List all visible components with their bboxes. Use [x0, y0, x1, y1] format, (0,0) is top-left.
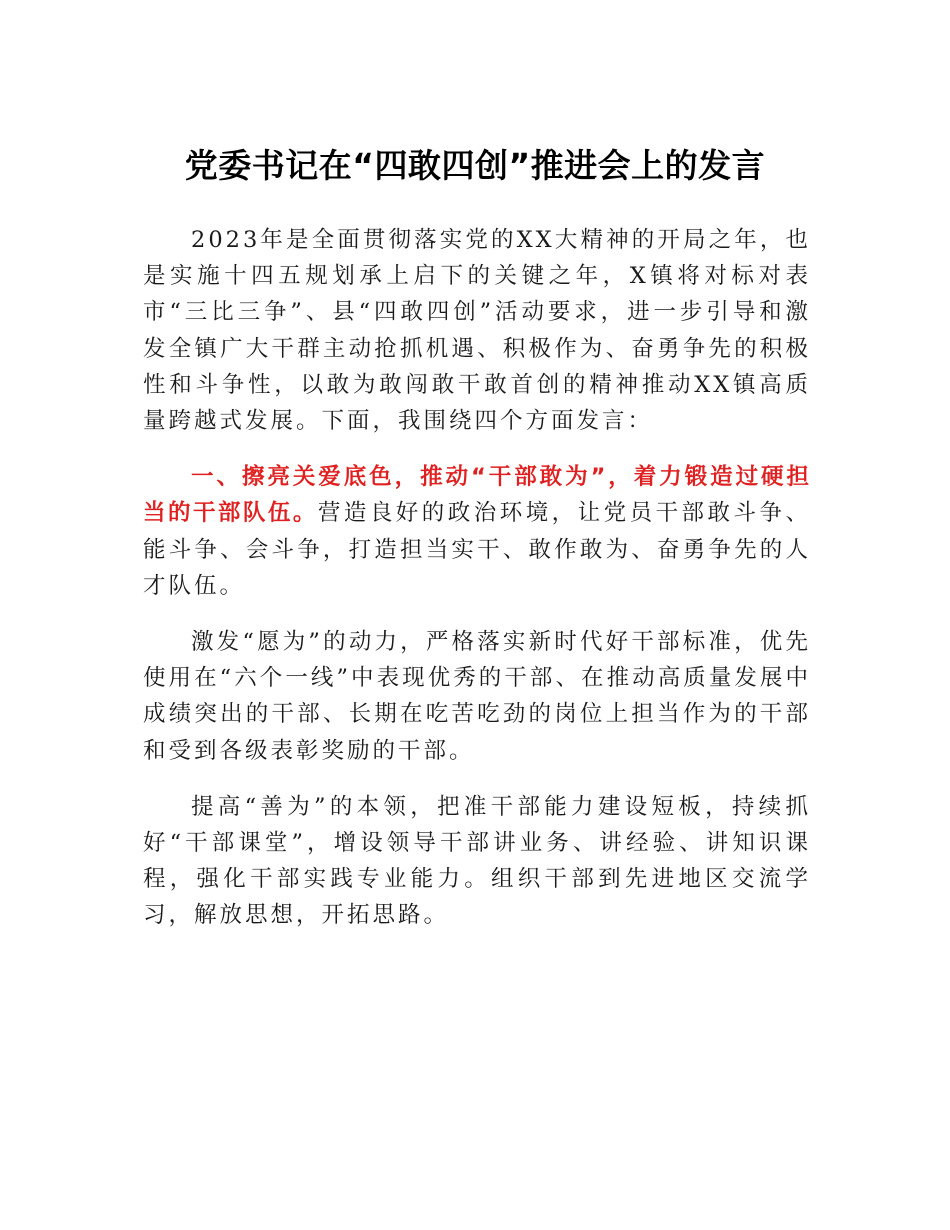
paragraph-section-one	[143, 459, 811, 604]
section-one-text: 营造良好的政治环境，让党员干部敢斗争、能斗争、会斗争，打造担当实干、敢作敢为、奋勇争先的人才队伍。	[143, 500, 811, 599]
paragraph-intro	[143, 222, 811, 439]
document-body	[143, 222, 811, 954]
paragraph-willing-text: 激发“愿为”的动力，严格落实新时代好干部标准，优先使用在“六个一线”中表现优秀的干部、在推动高质量发展中成绩突出的干部、长期在吃苦吃劲的岗位上担当作为的干部和受到各级表彰奖励的干部。	[143, 629, 811, 764]
paragraph-willing	[143, 624, 811, 769]
paragraph-capable	[143, 789, 811, 934]
paragraph-intro-text: 2023年是全面贯彻落实党的XX大精神的开局之年，也是实施十四五规划承上启下的关键之年，X镇将对标对表市“三比三争”、县“四敢四创”活动要求，进一步引导和激发全镇广大干群主动抢抓机遇、积极作为、奋勇争先的积极性和斗争性，以敢为敢闯敢干敢首创的精神推动XX镇高质量跨越式发展。下面，我围绕四个方面发言：	[143, 227, 811, 435]
section-one-heading: 一、擦亮关爱底色，推动“干部敢为”，着力锻造过硬担当的干部队伍。	[143, 464, 811, 527]
paragraph-capable-text: 提高“善为”的本领，把准干部能力建设短板，持续抓好“干部课堂”，增设领导干部讲业务、讲经验、讲知识课程，强化干部实践专业能力。组织干部到先进地区交流学习，解放思想，开拓思路。	[143, 793, 811, 929]
document-title: 党委书记在“四敢四创”推进会上的发言	[184, 146, 766, 185]
